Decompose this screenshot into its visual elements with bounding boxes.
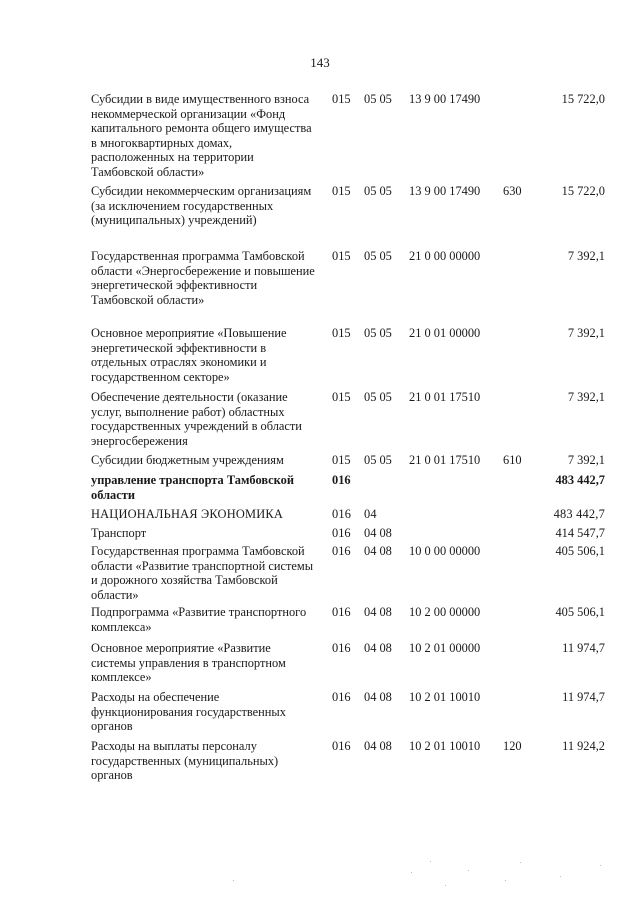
row-admin-code: 016: [332, 526, 351, 540]
row-expense-type: 120: [503, 739, 522, 753]
row-name: Государственная программа Тамбовской области «Энергосбережение и повышение энергетической эффективности Тамбовской области»: [91, 249, 315, 307]
row-amount: 405 506,1: [555, 544, 605, 558]
row-target-code: 10 0 00 00000: [409, 544, 481, 558]
scan-speck: [505, 880, 506, 881]
row-section-code: 04: [364, 507, 377, 521]
row-section-code: 04 08: [364, 739, 392, 753]
row-amount: 483 442,7: [555, 473, 605, 487]
row-admin-code: 016: [332, 544, 351, 558]
row-admin-code: 016: [332, 473, 351, 487]
row-name: Обеспечение деятельности (оказание услуг, выполнение работ) областных государственных учреждений в области энергосбережения: [91, 390, 302, 448]
page-number: 143: [310, 55, 330, 70]
row-name: Расходы на выплаты персоналу государственных (муниципальных) органов: [91, 739, 279, 783]
row-admin-code: 015: [332, 92, 351, 106]
row-section-code: 05 05: [364, 326, 392, 340]
row-amount: 11 974,7: [562, 690, 605, 704]
row-target-code: 21 0 01 17510: [409, 390, 481, 404]
row-target-code: 10 2 01 10010: [409, 739, 481, 753]
row-target-code: 13 9 00 17490: [409, 184, 481, 198]
scan-speck: [560, 876, 561, 877]
row-target-code: 21 0 01 00000: [409, 326, 481, 340]
row-section-code: 05 05: [364, 184, 392, 198]
row-name: управление транспорта Тамбовской области: [91, 473, 294, 502]
row-name: Государственная программа Тамбовской области «Развитие транспортной системы и дорожного хозяйства Тамбовской области»: [91, 544, 314, 602]
scan-speck: [600, 865, 601, 866]
row-admin-code: 016: [332, 739, 351, 753]
row-target-code: 10 2 00 00000: [409, 605, 481, 619]
row-admin-code: 015: [332, 326, 351, 340]
row-section-code: 04 08: [364, 641, 392, 655]
row-name: Субсидии в виде имущественного взноса некоммерческой организации «Фонд капитального ремонта общего имущества в многоквартирных домах, расположенных на территории Тамбовской области»: [91, 92, 312, 179]
row-amount: 11 924,2: [562, 739, 605, 753]
scan-speck: [411, 872, 412, 873]
scan-speck: [520, 862, 521, 863]
row-section-code: 04 08: [364, 690, 392, 704]
row-name: Подпрограмма «Развитие транспортного комплекса»: [91, 605, 307, 634]
row-amount: 414 547,7: [555, 526, 605, 540]
row-amount: 15 722,0: [561, 92, 605, 106]
scan-speck: [233, 880, 234, 881]
row-name: Субсидии некоммерческим организациям (за исключением государственных (муниципальных) учреждений): [91, 184, 312, 228]
row-target-code: 10 2 01 00000: [409, 641, 481, 655]
row-admin-code: 015: [332, 390, 351, 404]
row-admin-code: 016: [332, 690, 351, 704]
row-amount: 405 506,1: [555, 605, 605, 619]
row-section-code: 04 08: [364, 526, 392, 540]
row-name: Расходы на обеспечение функционирования государственных органов: [91, 690, 286, 734]
row-admin-code: 015: [332, 249, 351, 263]
row-amount: 7 392,1: [567, 326, 605, 340]
row-expense-type: 630: [503, 184, 522, 198]
scan-speck: [430, 861, 431, 862]
row-amount: 15 722,0: [561, 184, 605, 198]
row-section-code: 04 08: [364, 544, 392, 558]
row-target-code: 10 2 01 10010: [409, 690, 481, 704]
row-amount: 11 974,7: [562, 641, 605, 655]
row-target-code: 21 0 00 00000: [409, 249, 481, 263]
row-name: Транспорт: [91, 526, 147, 540]
scan-speck: [468, 870, 469, 871]
row-section-code: 05 05: [364, 249, 392, 263]
row-admin-code: 015: [332, 184, 351, 198]
row-amount: 7 392,1: [567, 390, 605, 404]
row-name: НАЦИОНАЛЬНАЯ ЭКОНОМИКА: [91, 507, 283, 521]
row-admin-code: 016: [332, 641, 351, 655]
row-admin-code: 015: [332, 453, 351, 467]
scan-speck: [445, 885, 446, 886]
row-name: Основное мероприятие «Развитие системы управления в транспортном комплексе»: [91, 641, 286, 685]
row-target-code: 21 0 01 17510: [409, 453, 481, 467]
row-amount: 7 392,1: [567, 453, 605, 467]
row-expense-type: 610: [503, 453, 522, 467]
row-section-code: 05 05: [364, 92, 392, 106]
row-amount: 7 392,1: [567, 249, 605, 263]
row-admin-code: 016: [332, 605, 351, 619]
row-amount: 483 442,7: [553, 507, 605, 521]
row-target-code: 13 9 00 17490: [409, 92, 481, 106]
row-section-code: 04 08: [364, 605, 392, 619]
row-admin-code: 016: [332, 507, 352, 521]
row-name: Субсидии бюджетным учреждениям: [91, 453, 284, 467]
row-name: Основное мероприятие «Повышение энергетической эффективности в отдельных отраслях экономики и государственном секторе»: [91, 326, 287, 384]
row-section-code: 05 05: [364, 453, 392, 467]
row-section-code: 05 05: [364, 390, 392, 404]
